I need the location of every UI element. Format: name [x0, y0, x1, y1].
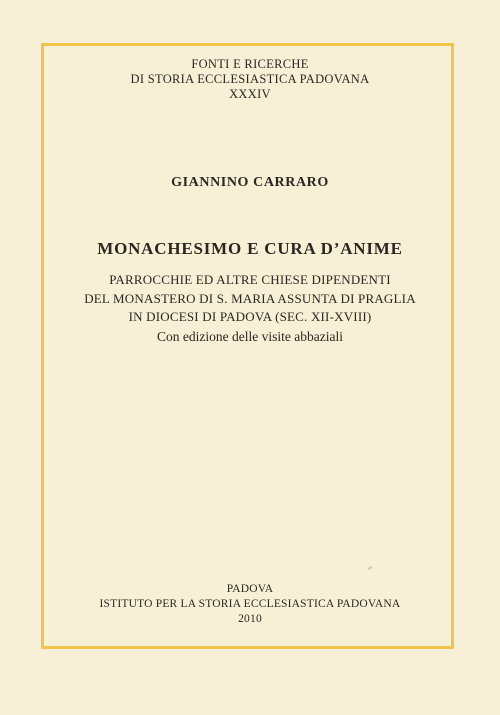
- publisher-block: [0, 582, 500, 627]
- series-line-2: DI STORIA ECCLESIASTICA PADOVANA: [130, 72, 370, 86]
- series-volume-number: XXXIV: [229, 87, 271, 101]
- publisher-city: PADOVA: [226, 583, 274, 595]
- cover-frame-border: [41, 43, 454, 649]
- book-subtitle: [0, 271, 500, 327]
- subtitle-line-1: PARROCCHIE ED ALTRE CHIESE DIPENDENTI: [109, 272, 391, 287]
- book-title: MONACHESIMO E CURA D’ANIME: [97, 239, 403, 258]
- series-line-1: FONTI E RICERCHE: [191, 57, 309, 71]
- subtitle-line-2: DEL MONASTERO DI S. MARIA ASSUNTA DI PRAGLIA: [84, 290, 416, 306]
- publisher-name: ISTITUTO PER LA STORIA ECCLESIASTICA PADOVANA: [99, 598, 401, 610]
- publication-year: 2010: [238, 613, 262, 625]
- edition-note: Con edizione delle visite abbaziali: [157, 329, 343, 344]
- author-name: GIANNINO CARRARO: [171, 175, 329, 190]
- series-title: [0, 57, 500, 102]
- subtitle-line-3: IN DIOCESI DI PADOVA (SEC. XII-XVIII): [128, 309, 372, 324]
